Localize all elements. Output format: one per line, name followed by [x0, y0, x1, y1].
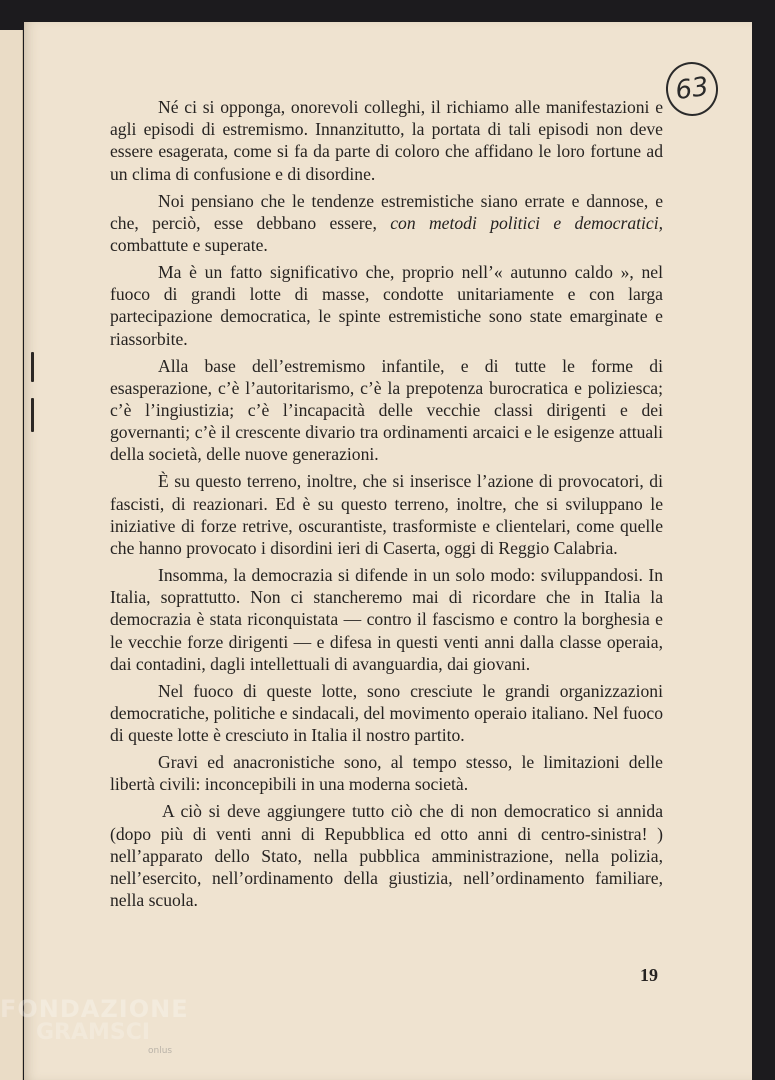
text-segment: A ciò si deve aggiungere tutto ciò che di non democratico si annida (dopo più di venti anni di Repubblica ed otto anni di centro-sinistra! ) nell’apparato dello Stato, nella pubblica amministrazione, nella polizia, nell’esercito, nell’ordinamento della giustizia, nell’ordinamento familiare, nella scuola.: [110, 801, 663, 911]
paragraph: [110, 355, 663, 466]
binding-mark: [31, 352, 34, 382]
paragraph: [110, 190, 663, 257]
paragraph: [110, 564, 663, 675]
watermark-tag: onlus: [148, 1046, 173, 1056]
italic-phrase: con metodi politici e democratici,: [390, 212, 663, 233]
paragraph: [110, 96, 663, 185]
text-segment: È su questo terreno, inoltre, che si inserisce l’azione di provocatori, di fascisti, di reazionari. Ed è su questo terreno, inoltre, che si sviluppano le iniziative di forze retrive, oscurantiste, trasformiste e clientelari, come quelle che hanno provocato i disordini ieri di Caserta, oggi di Reggio Calabria.: [110, 471, 663, 559]
text-segment: Alla base dell’estremismo infantile, e di tutte le forme di esasperazione, c’è l’autoritarismo, c’è la prepotenza burocratica e poliziesca; c’è l’ingiustizia; c’è l’incapacità delle vecchie classi dirigenti e dei governanti; c’è il crescente divario tra ordinamenti arcaici e le esigenze attuali della società, delle nuove generazioni.: [110, 355, 663, 465]
left-page-edge: [0, 30, 23, 1080]
binding-mark: [31, 398, 34, 432]
text-segment: Insomma, la democrazia si difende in un solo modo: sviluppandosi. In Italia, soprattutto. Non ci stancheremo mai di ricordare che in Italia la democrazia è stata riconquistata — contro il fascismo e contro la borghesia e le vecchie forze dirigenti — e difesa in questi venti anni dalla classe operaia, dai contadini, dagli intellettuali di avanguardia, dai giovani.: [110, 565, 663, 674]
text-segment: Ma è un fatto significativo che, proprio nell’« autunno caldo », nel fuoco di grandi lotte di masse, condotte unitariamente e con larga partecipazione democratica, le spinte estremistiche sono state emarginate e riassorbite.: [110, 262, 663, 349]
text-segment: combattute e superate.: [110, 235, 268, 256]
handwritten-folio-number: 63: [662, 59, 721, 120]
text-segment: Gravi ed anacronistiche sono, al tempo stesso, le limitazioni delle libertà civili: inconcepibili in una moderna società.: [110, 752, 663, 795]
page-number: 19: [640, 965, 658, 985]
paragraph: [110, 261, 663, 350]
paragraph: [110, 680, 663, 747]
text-segment: Nel fuoco di queste lotte, sono cresciute le grandi organizzazioni democratiche, politiche e sindacali, del movimento operaio italiano. Nel fuoco di queste lotte è cresciuto in Italia il nostro partito.: [110, 680, 663, 746]
paragraph: [110, 751, 663, 795]
text-segment: Noi pensiano che le tendenze estremistiche siano errate e dannose, e che, perciò, esse debbano essere,: [110, 190, 663, 233]
paragraph: [110, 470, 663, 559]
watermark-line1: FONDAZIONE: [0, 995, 189, 1023]
watermark-line2: GRAMSCI: [36, 1020, 151, 1045]
paragraph: [110, 800, 663, 911]
body-text: [110, 96, 663, 916]
text-segment: Né ci si opponga, onorevoli colleghi, il richiamo alle manifestazioni e agli episodi di estremismo. Innanzitutto, la portata di tali episodi non deve essere esagerata, come si fa da parte di coloro che affidano le loro fortune ad un clima di confusione e di disordine.: [110, 97, 663, 184]
